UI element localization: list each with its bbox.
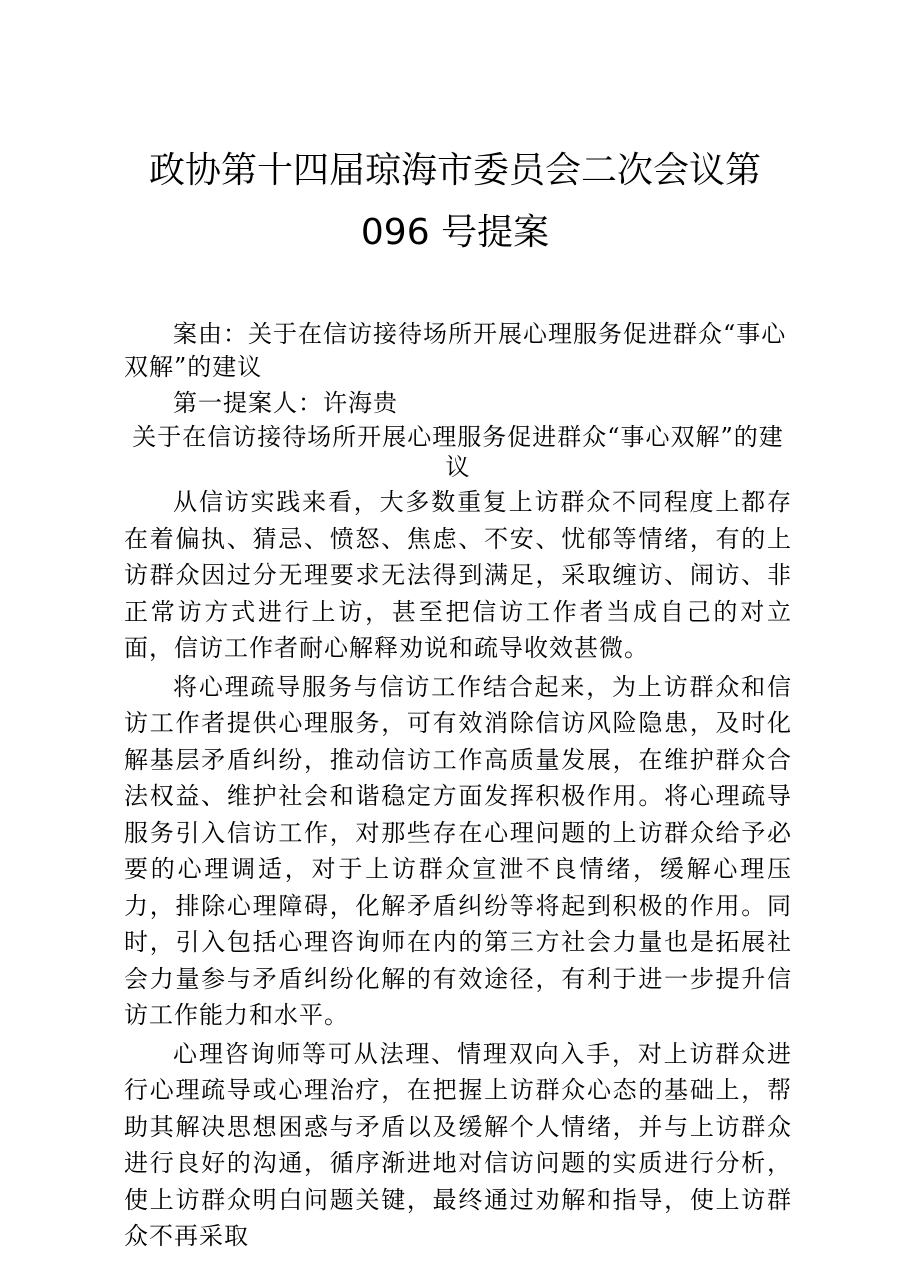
body-paragraph: 从信访实践来看，大多数重复上访群众不同程度上都存在着偏执、猜忌、愤怒、焦虑、不安、忧郁等情绪，有的上访群众因过分无理要求无法得到满足，采取缠访、闹访、非正常访方式进行上访，甚至把信访工作者当成自己的对立面，信访工作者耐心解释劝说和疏导收效甚微。: [124, 488, 792, 662]
first-proposer: 第一提案人：许海贵: [173, 389, 398, 417]
body-paragraph: 心理咨询师等可从法理、情理双向入手，对上访群众进行心理疏导或心理治疗，在把握上访群众心态的基础上，帮助其解决思想困惑与矛盾以及缓解个人情绪，并与上访群众进行良好的沟通，循序渐进地对信访问题的实质进行分析，使上访群众明白问题关键，最终通过劝解和指导，使上访群众不再采取: [124, 1039, 792, 1250]
document-title: 政协第十四届琼海市委员会二次会议第 096 号提案: [148, 150, 761, 253]
body-paragraph: 将心理疏导服务与信访工作结合起来，为上访群众和信访工作者提供心理服务，可有效消除信访风险隐患，及时化解基层矛盾纠纷，推动信访工作高质量发展，在维护群众合法权益、维护社会和谐稳定方面发挥积极作用。将心理疏导服务引入信访工作，对那些存在心理问题的上访群众给予必要的心理调适，对于上访群众宣泄不良情绪，缓解心理压力，排除心理障碍，化解矛盾纠纷等将起到积极的作用。同时，引入包括心理咨询师在内的第三方社会力量也是拓展社会力量参与矛盾纠纷化解的有效途径，有利于进一步提升信访工作能力和水平。: [124, 672, 792, 1029]
proposal-body: [124, 484, 792, 1257]
proposal-subtitle: 关于在信访接待场所开展心理服务促进群众“事心双解”的建议: [132, 423, 784, 481]
proposal-reason: 案由：关于在信访接待场所开展心理服务促进群众“事心双解”的建议: [124, 320, 787, 381]
